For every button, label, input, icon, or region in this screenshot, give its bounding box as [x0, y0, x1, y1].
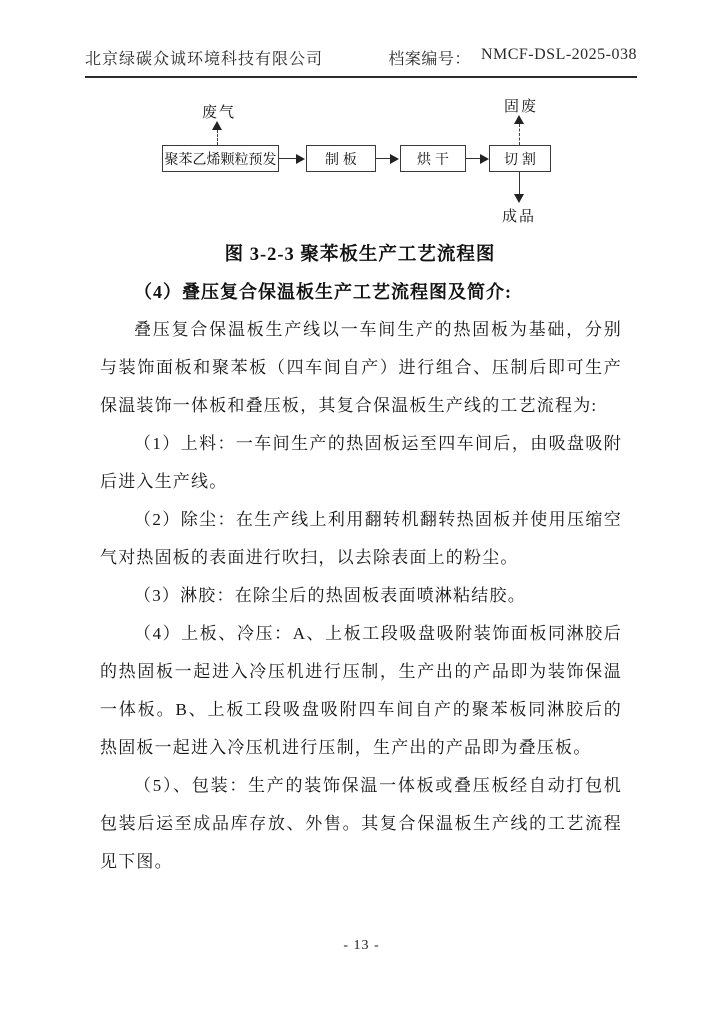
paragraph-step-4: （4）上板、冷压：A、上板工段吸盘吸附装饰面板同淋胶后的热固板一起进入冷压机进行压制，生产出的产品即为装饰保温一体板。B、上板工段吸盘吸附四车间自产的聚苯板同淋胶后的热固板一起进入冷压机进行压制，生产出的产品即为叠压板。	[100, 624, 622, 757]
body-text	[100, 311, 622, 881]
product-label: 成品	[502, 208, 537, 225]
header-company-name: 北京绿碳众诚环境科技有限公司	[85, 51, 324, 68]
flow-box-board-making: 制 板	[306, 145, 376, 172]
paragraph-step-2: （2）除尘：在生产线上利用翻转机翻转热固板并使用压缩空气对热固板的表面进行吹扫，以去除表面上的粉尘。	[100, 510, 622, 567]
waste-gas-label: 废气	[202, 104, 237, 121]
arrow-up-icon	[514, 115, 524, 124]
archive-number: NMCF-DSL-2025-038	[480, 46, 637, 63]
page-header	[85, 46, 637, 78]
solid-waste-label: 固废	[504, 98, 539, 115]
connector-line-2	[376, 158, 391, 159]
arrow-right-icon	[390, 154, 399, 164]
flow-box-cutting: 切 割	[489, 145, 551, 172]
dashed-line-waste-gas	[217, 130, 218, 145]
arrow-down-icon	[514, 194, 524, 203]
flow-box-pre-expansion: 聚苯乙烯颗粒预发	[162, 145, 279, 172]
connector-line-1	[279, 158, 297, 159]
arrow-right-icon	[296, 154, 305, 164]
section-heading: （4）叠压复合保温板生产工艺流程图及简介:	[134, 282, 512, 302]
paragraph-step-1: （1）上料：一车间生产的热固板运至四车间后，由吸盘吸附后进入生产线。	[100, 434, 622, 491]
header-archive	[388, 46, 637, 69]
paragraph-step-3: （3）淋胶：在除尘后的热固板表面喷淋粘结胶。	[134, 586, 526, 605]
flow-box-drying: 烘 干	[400, 145, 466, 172]
arrow-up-icon	[212, 121, 222, 130]
arrow-right-icon	[480, 154, 489, 164]
page-number: - 13 -	[343, 938, 380, 953]
connector-line-3	[466, 158, 481, 159]
figure-caption: 图 3-2-3 聚苯板生产工艺流程图	[224, 245, 496, 265]
archive-label: 档案编号：	[388, 51, 471, 68]
line-product	[519, 172, 520, 195]
paragraph-intro: 叠压复合保温板生产线以一车间生产的热固板为基础，分别与装饰面板和聚苯板（四车间自产）进行组合、压制后即可生产保温装饰一体板和叠压板，其复合保温板生产线的工艺流程为:	[100, 320, 622, 415]
paragraph-step-5: （5）、包装：生产的装饰保温一体板或叠压板经自动打包机包装后运至成品库存放、外售。其复合保温板生产线的工艺流程见下图。	[100, 776, 622, 871]
dashed-line-solid-waste	[519, 124, 520, 145]
process-flowchart	[100, 95, 640, 227]
